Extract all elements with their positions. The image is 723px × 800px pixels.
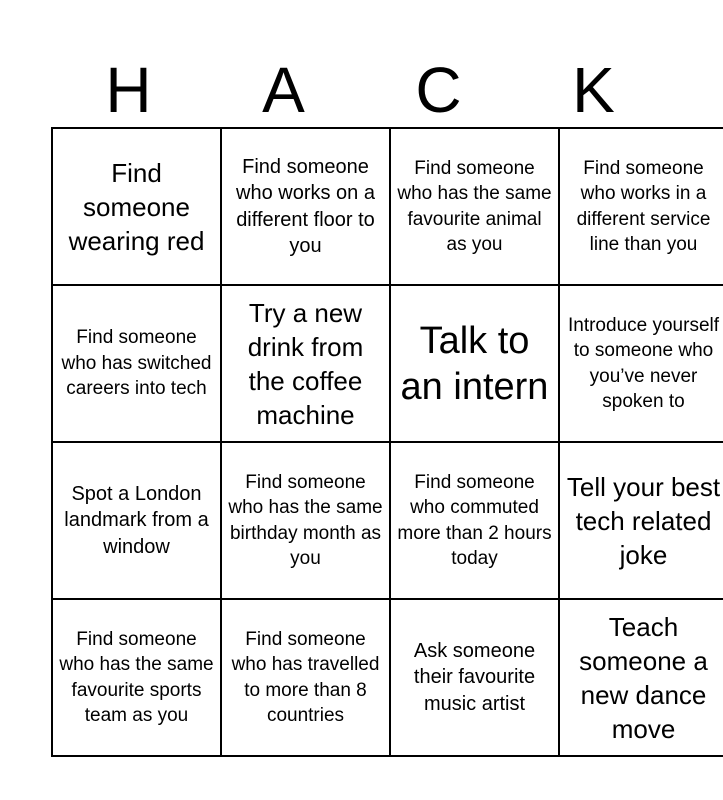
bingo-cell[interactable] — [221, 442, 390, 599]
header-letter-c: C — [415, 54, 462, 126]
bingo-cell[interactable] — [390, 599, 559, 756]
bingo-cell-text: Ask someone their favourite music artist — [413, 639, 536, 715]
bingo-cell[interactable] — [52, 599, 221, 756]
bingo-cell-text: Find someone who works in a different service line than you — [576, 157, 711, 255]
bingo-cell[interactable] — [559, 285, 723, 442]
bingo-cell-text: Try a new drink from the coffee machine — [247, 297, 364, 430]
bingo-card — [51, 127, 723, 757]
bingo-cell[interactable] — [559, 599, 723, 756]
bingo-row — [52, 285, 723, 442]
bingo-cell-text: Find someone wearing red — [68, 157, 205, 256]
bingo-row — [52, 442, 723, 599]
bingo-cell-text: Find someone who commuted more than 2 hours today — [397, 471, 552, 569]
bingo-cell-text: Find someone who works on a different floor to you — [236, 155, 375, 257]
bingo-cell[interactable] — [390, 128, 559, 285]
bingo-row — [52, 599, 723, 756]
bingo-cell-text: Find someone who has the same favourite sports team as you — [59, 628, 214, 726]
bingo-cell[interactable] — [559, 128, 723, 285]
bingo-cell-text: Spot a London landmark from a window — [64, 482, 209, 558]
bingo-cell-text: Find someone who has the same birthday month as you — [228, 471, 383, 569]
header-letter-a: A — [262, 54, 305, 126]
bingo-cell-text: Find someone who has the same favourite animal as you — [397, 157, 552, 255]
bingo-cell-text: Find someone who has travelled to more than 8 countries — [231, 628, 380, 726]
bingo-cell[interactable] — [390, 285, 559, 442]
bingo-cell-text: Find someone who has switched careers into tech — [61, 327, 212, 400]
bingo-cell-text: Tell your best tech related joke — [566, 471, 721, 570]
bingo-cell-text: Talk to an intern — [400, 319, 549, 408]
bingo-cell-text: Introduce yourself to someone who you’ve never spoken to — [567, 314, 720, 412]
bingo-cell[interactable] — [559, 442, 723, 599]
bingo-cell[interactable] — [221, 128, 390, 285]
bingo-cell[interactable] — [52, 442, 221, 599]
bingo-cell[interactable] — [52, 128, 221, 285]
bingo-cell[interactable] — [221, 285, 390, 442]
header-letter-k: K — [572, 54, 615, 126]
bingo-row — [52, 128, 723, 285]
bingo-header — [51, 52, 671, 128]
bingo-cell[interactable] — [390, 442, 559, 599]
bingo-cell[interactable] — [52, 285, 221, 442]
header-letter-h: H — [105, 54, 152, 126]
bingo-cell-text: Teach someone a new dance move — [579, 611, 708, 744]
bingo-cell[interactable] — [221, 599, 390, 756]
